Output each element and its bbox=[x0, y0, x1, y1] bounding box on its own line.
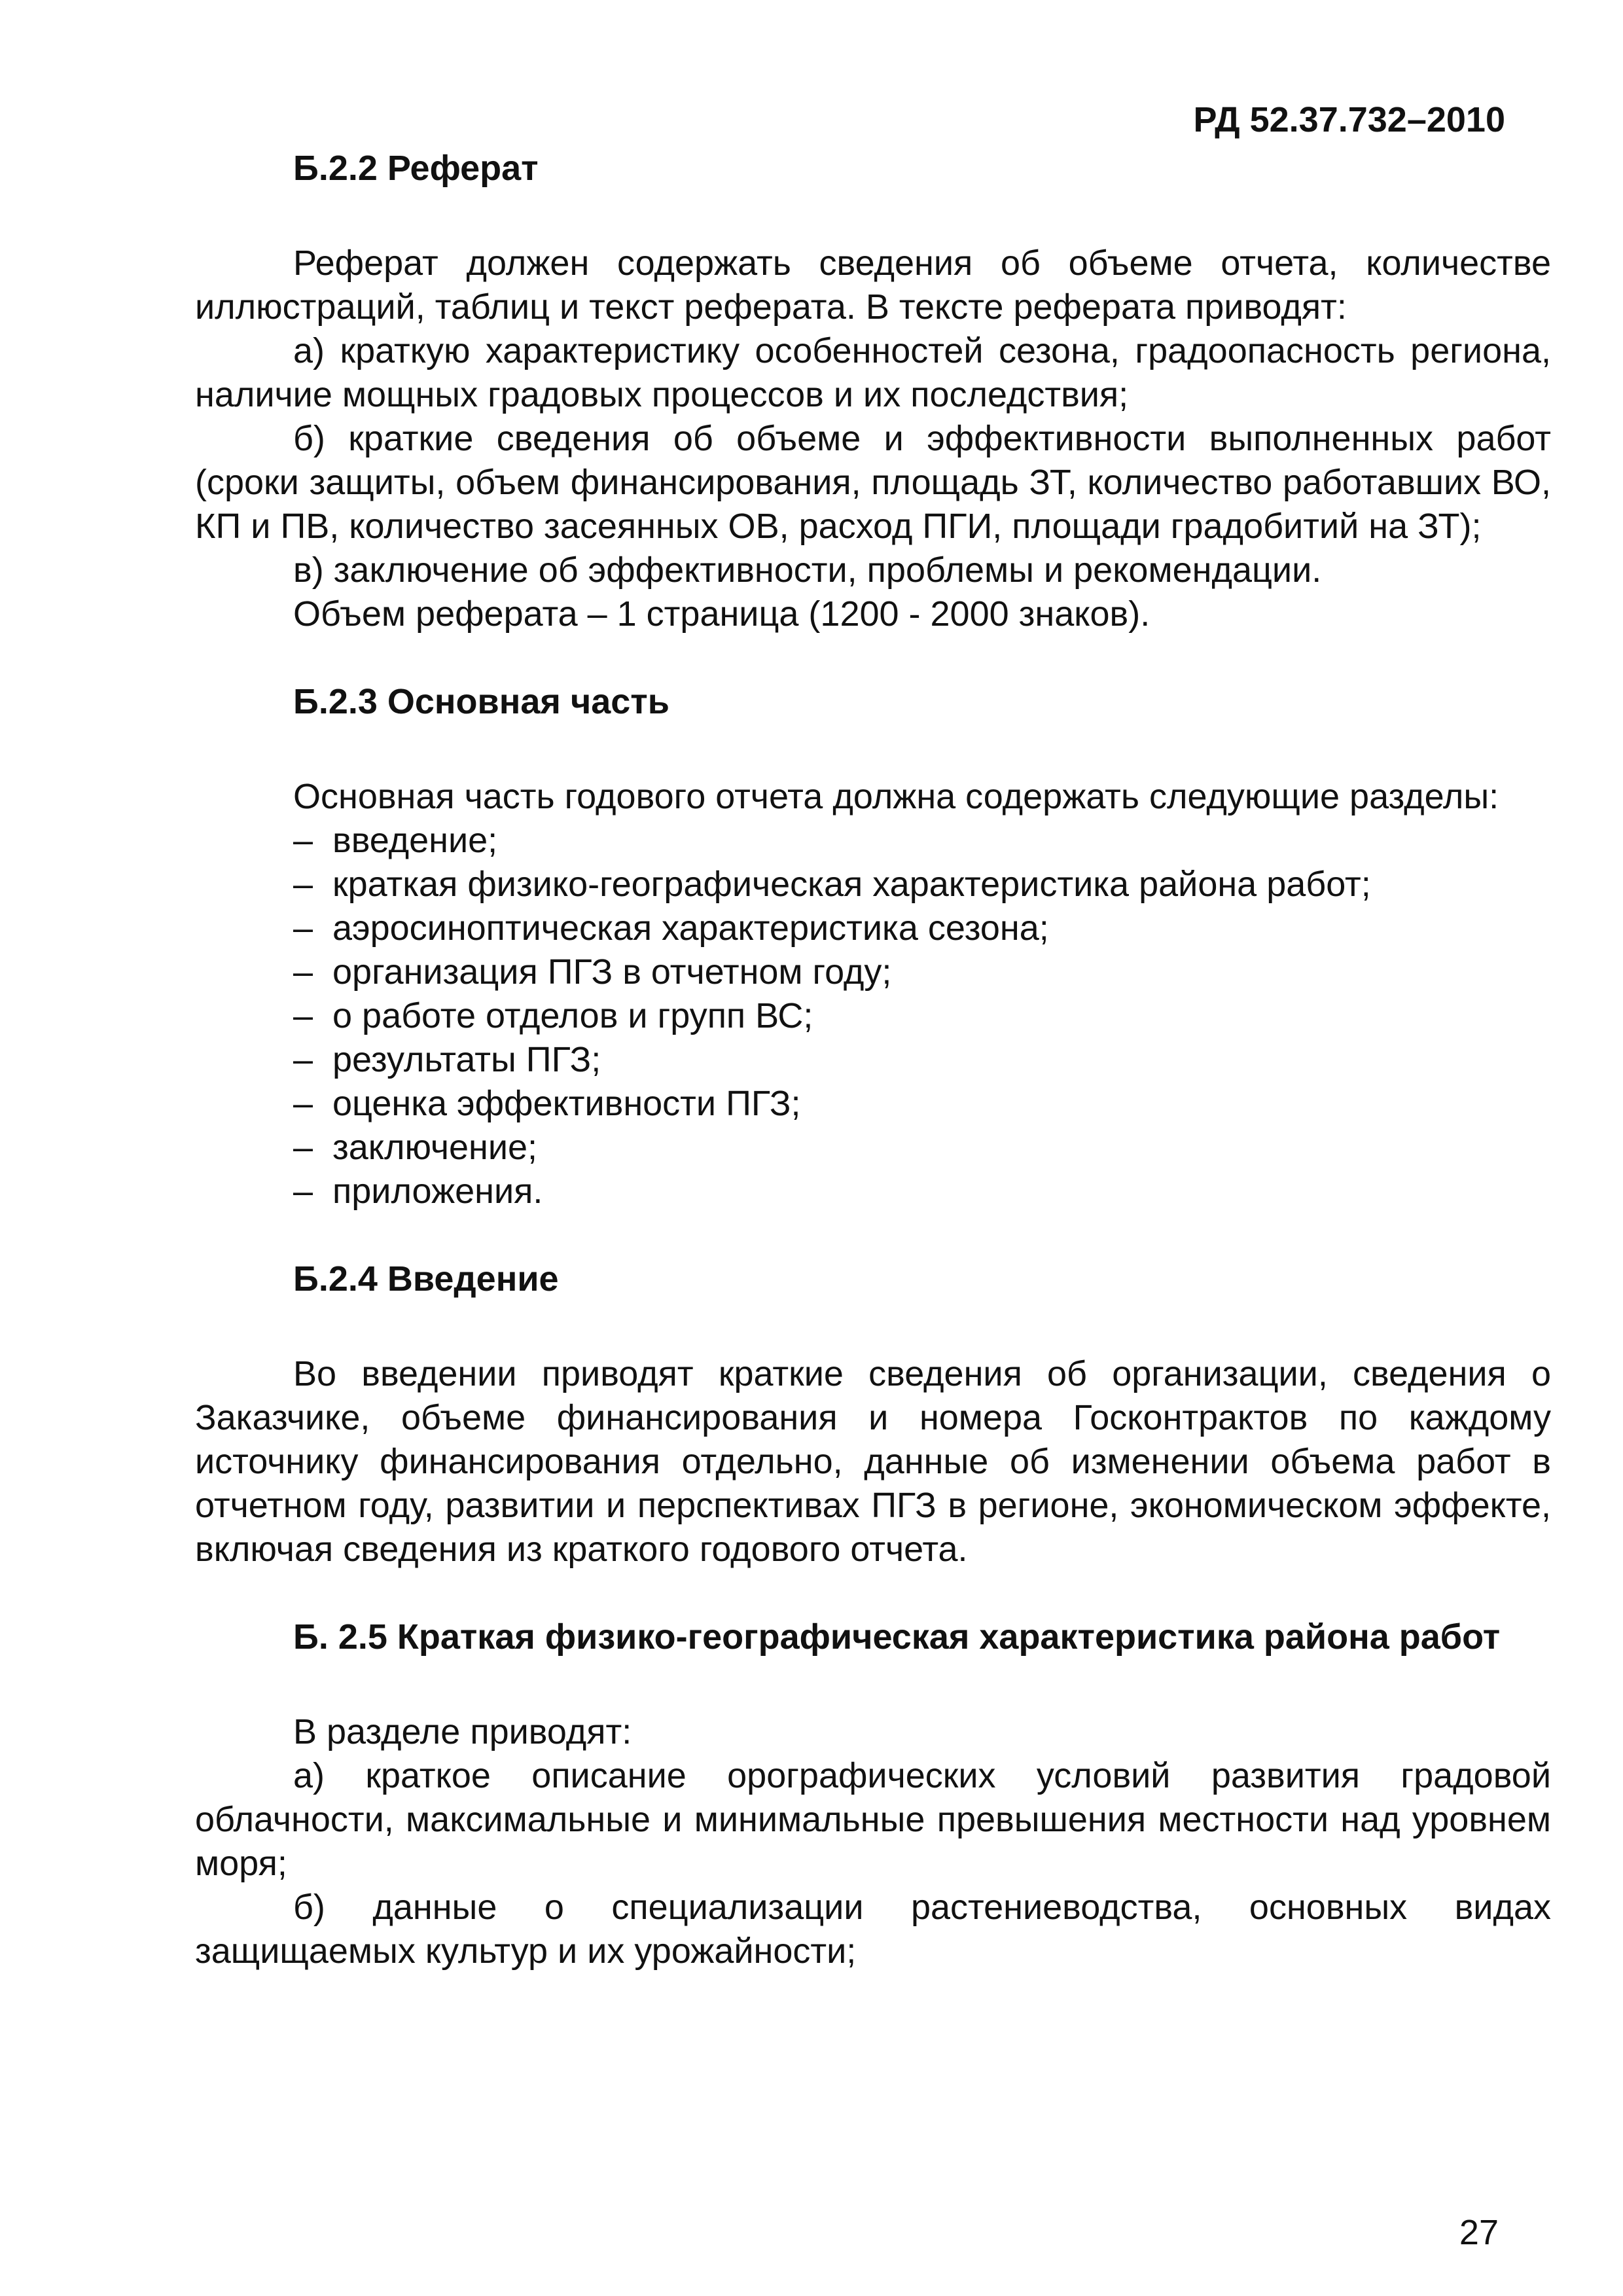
dash-bullet: – bbox=[293, 1084, 313, 1123]
list-item bbox=[195, 994, 1551, 1038]
section-title-b24: Б.2.4 Введение bbox=[293, 1259, 559, 1299]
page-number: 27 bbox=[1459, 2213, 1499, 2252]
list-item-text: оценка эффективности ПГЗ; bbox=[332, 1084, 801, 1123]
spacer bbox=[195, 1301, 1551, 1352]
paragraph: Реферат должен содержать сведения об объеме отчета, количестве иллюстраций, таблиц и текст реферата. В тексте реферата приводят: bbox=[195, 243, 1551, 327]
spacer bbox=[195, 636, 1551, 680]
paragraph: Основная часть годового отчета должна содержать следующие разделы: bbox=[293, 777, 1499, 816]
dash-bullet: – bbox=[293, 821, 313, 860]
dash-list bbox=[195, 819, 1551, 1213]
list-item bbox=[195, 1126, 1551, 1170]
list-item bbox=[195, 906, 1551, 950]
list-item bbox=[195, 950, 1551, 994]
document-code: РД 52.37.732–2010 bbox=[1193, 100, 1505, 139]
spacer bbox=[195, 724, 1551, 775]
list-item: б) данные о специализации растениеводства, основных видах защищаемых культур и их урожайности; bbox=[195, 1888, 1551, 1971]
dash-bullet: – bbox=[293, 996, 313, 1035]
list-item: а) краткое описание орографических условий развития градовой облачности, максимальные и минимальные превышения местности над уровнем моря; bbox=[195, 1756, 1551, 1883]
list-item-text: организация ПГЗ в отчетном году; bbox=[332, 952, 892, 992]
list-item-text: результаты ПГЗ; bbox=[332, 1040, 601, 1079]
section-title-b22: Б.2.2 Реферат bbox=[293, 149, 539, 188]
list-item: а) краткую характеристику особенностей сезона, градоопасность региона, наличие мощных градовых процессов и их последствия; bbox=[195, 331, 1551, 414]
dash-bullet: – bbox=[293, 1040, 313, 1079]
paragraph: В разделе приводят: bbox=[293, 1712, 632, 1751]
dash-bullet: – bbox=[293, 1172, 313, 1211]
dash-bullet: – bbox=[293, 865, 313, 904]
spacer bbox=[195, 1571, 1551, 1615]
dash-bullet: – bbox=[293, 908, 313, 948]
page-content bbox=[195, 147, 1551, 1973]
list-item bbox=[195, 819, 1551, 863]
spacer bbox=[195, 1659, 1551, 1710]
list-item-text: приложения. bbox=[332, 1172, 543, 1211]
list-item: в) заключение об эффективности, проблемы и рекомендации. bbox=[293, 550, 1322, 590]
list-item-text: введение; bbox=[332, 821, 498, 860]
list-item-text: краткая физико-географическая характеристика района работ; bbox=[332, 865, 1371, 904]
list-item bbox=[195, 1170, 1551, 1213]
list-item bbox=[195, 1082, 1551, 1126]
dash-bullet: – bbox=[293, 1128, 313, 1167]
list-item-text: аэросиноптическая характеристика сезона; bbox=[332, 908, 1049, 948]
paragraph: Объем реферата – 1 страница (1200 - 2000 знаков). bbox=[293, 594, 1150, 634]
spacer bbox=[195, 190, 1551, 242]
list-item bbox=[195, 1038, 1551, 1082]
section-title-b23: Б.2.3 Основная часть bbox=[293, 682, 669, 721]
spacer bbox=[195, 1213, 1551, 1257]
list-item bbox=[195, 863, 1551, 906]
section-title-b25: Б. 2.5 Краткая физико-географическая характеристика района работ bbox=[293, 1617, 1501, 1657]
list-item: б) краткие сведения об объеме и эффективности выполненных работ (сроки защиты, объем финансирования, площадь ЗТ, количество работавших ВО, КП и ПВ, количество засеянных ОВ, расход ПГИ, площади градобитий на ЗТ); bbox=[195, 419, 1551, 546]
list-item-text: заключение; bbox=[332, 1128, 538, 1167]
list-item-text: о работе отделов и групп ВС; bbox=[332, 996, 813, 1035]
dash-bullet: – bbox=[293, 952, 313, 992]
paragraph: Во введении приводят краткие сведения об организации, сведения о Заказчике, объеме финансирования и номера Госконтрактов по каждому источнику финансирования отдельно, данные об изменении объема работ в отчетном году, развитии и перспективах ПГЗ в регионе, экономическом эффекте, включая сведения из краткого годового отчета. bbox=[195, 1354, 1551, 1569]
